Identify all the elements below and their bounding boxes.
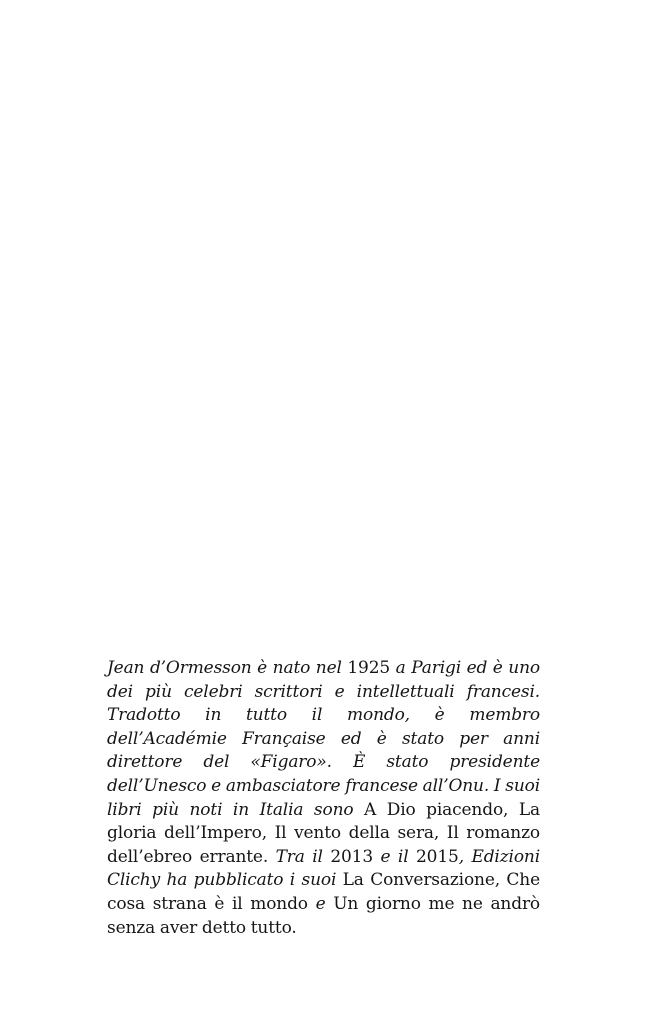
bio-year: 2015 [416,846,459,867]
bio-text-segment: Jean d’Ormesson è nato nel [107,658,348,678]
bio-book-titles: Un giorno me ne andrò senza aver detto tutto. [107,893,541,938]
author-biography [107,657,540,940]
bio-text-segment: e il [373,846,417,867]
bio-year: 2013 [330,846,374,867]
bio-text-segment: a Parigi ed è uno dei più celebri scrittori e intellettuali francesi. Tradotto in tutto il mondo, è membro dell’Académie Française ed è stato per anni direttore del «Figaro». È stato presidente dell’Unesco e ambasciatore francese all’Onu. I suoi libri più noti in Italia sono [107,658,540,820]
bio-year: 1925 [347,658,391,678]
bio-book-titles: La Conversazione, Che cosa strana è il mondo [107,870,540,914]
bio-text-segment: Tra il [268,846,331,867]
bio-text-segment: , Edizioni Clichy ha pubblicato i suoi [107,846,540,891]
bio-text-segment: e [307,893,334,914]
bio-book-titles: A Dio piacendo, La gloria dell’Impero, Il vento della sera, Il romanzo dell’ebreo errante. [107,799,540,867]
